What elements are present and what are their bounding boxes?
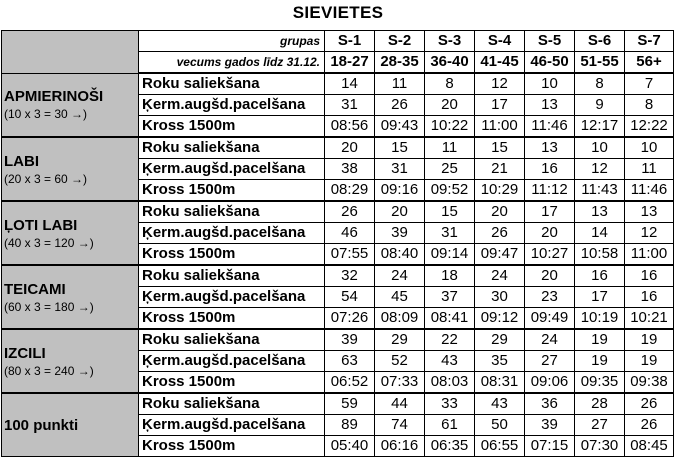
value-cell: 11:00 xyxy=(475,116,525,138)
value-cell: 08:09 xyxy=(375,308,425,330)
value-cell: 15 xyxy=(475,137,525,159)
groups-label: grupas xyxy=(139,31,325,52)
event-name: Roku saliekšana xyxy=(139,393,325,415)
value-cell: 16 xyxy=(575,265,625,287)
value-cell: 12:22 xyxy=(625,116,674,138)
value-cell: 10:22 xyxy=(425,116,475,138)
value-cell: 24 xyxy=(475,265,525,287)
value-cell: 14 xyxy=(575,223,625,244)
value-cell: 13 xyxy=(525,137,575,159)
age-range: 28-35 xyxy=(375,52,425,74)
event-name: Roku saliekšana xyxy=(139,137,325,159)
value-cell: 06:52 xyxy=(325,372,375,394)
header-row-groups xyxy=(2,31,674,52)
event-name: Ķerm.augšd.pacelšana xyxy=(139,415,325,436)
value-cell: 15 xyxy=(425,201,475,223)
value-cell: 09:49 xyxy=(525,308,575,330)
value-cell: 07:30 xyxy=(575,436,625,457)
table-row xyxy=(2,393,674,415)
level-name: 100 punkti xyxy=(4,416,79,434)
value-cell: 33 xyxy=(425,393,475,415)
value-cell: 39 xyxy=(525,415,575,436)
table-row xyxy=(2,201,674,223)
value-cell: 19 xyxy=(625,351,674,372)
value-cell: 29 xyxy=(375,329,425,351)
event-name: Ķerm.augšd.pacelšana xyxy=(139,351,325,372)
value-cell: 21 xyxy=(475,159,525,180)
value-cell: 8 xyxy=(425,73,475,95)
value-cell: 20 xyxy=(525,223,575,244)
level-cell xyxy=(2,393,139,457)
value-cell: 06:16 xyxy=(375,436,425,457)
value-cell: 09:14 xyxy=(425,244,475,266)
level-cell xyxy=(2,265,139,329)
value-cell: 08:31 xyxy=(475,372,525,394)
level-cell xyxy=(2,201,139,265)
value-cell: 08:56 xyxy=(325,116,375,138)
value-cell: 26 xyxy=(375,95,425,116)
group-code: S-6 xyxy=(575,31,625,52)
age-range: 18-27 xyxy=(325,52,375,74)
value-cell: 9 xyxy=(575,95,625,116)
table-row xyxy=(2,329,674,351)
value-cell: 16 xyxy=(625,287,674,308)
age-range: 36-40 xyxy=(425,52,475,74)
value-cell: 24 xyxy=(375,265,425,287)
value-cell: 24 xyxy=(525,329,575,351)
value-cell: 59 xyxy=(325,393,375,415)
value-cell: 09:43 xyxy=(375,116,425,138)
event-name: Kross 1500m xyxy=(139,244,325,266)
value-cell: 27 xyxy=(575,415,625,436)
group-code: S-2 xyxy=(375,31,425,52)
level-formula: (40 x 3 = 120 →) xyxy=(4,235,94,250)
value-cell: 37 xyxy=(425,287,475,308)
value-cell: 74 xyxy=(375,415,425,436)
value-cell: 10:21 xyxy=(625,308,674,330)
value-cell: 31 xyxy=(325,95,375,116)
value-cell: 10 xyxy=(575,137,625,159)
value-cell: 52 xyxy=(375,351,425,372)
value-cell: 05:40 xyxy=(325,436,375,457)
value-cell: 17 xyxy=(525,201,575,223)
level-formula: (60 x 3 = 180 →) xyxy=(4,299,94,314)
value-cell: 30 xyxy=(475,287,525,308)
event-name: Roku saliekšana xyxy=(139,201,325,223)
value-cell: 09:52 xyxy=(425,180,475,202)
value-cell: 19 xyxy=(575,329,625,351)
value-cell: 19 xyxy=(575,351,625,372)
value-cell: 15 xyxy=(375,137,425,159)
event-name: Roku saliekšana xyxy=(139,329,325,351)
value-cell: 08:40 xyxy=(375,244,425,266)
value-cell: 09:12 xyxy=(475,308,525,330)
event-name: Kross 1500m xyxy=(139,372,325,394)
age-range: 51-55 xyxy=(575,52,625,74)
value-cell: 31 xyxy=(425,223,475,244)
value-cell: 26 xyxy=(625,393,674,415)
value-cell: 11:46 xyxy=(625,180,674,202)
value-cell: 28 xyxy=(575,393,625,415)
value-cell: 50 xyxy=(475,415,525,436)
event-name: Kross 1500m xyxy=(139,116,325,138)
value-cell: 36 xyxy=(525,393,575,415)
value-cell: 12:17 xyxy=(575,116,625,138)
header-corner xyxy=(2,31,139,74)
value-cell: 7 xyxy=(625,73,674,95)
value-cell: 09:38 xyxy=(625,372,674,394)
table-row xyxy=(2,265,674,287)
event-name: Ķerm.augšd.pacelšana xyxy=(139,159,325,180)
value-cell: 11:46 xyxy=(525,116,575,138)
value-cell: 11 xyxy=(425,137,475,159)
event-name: Roku saliekšana xyxy=(139,265,325,287)
norms-table xyxy=(1,30,674,457)
age-range: 46-50 xyxy=(525,52,575,74)
value-cell: 10:29 xyxy=(475,180,525,202)
table-row xyxy=(2,137,674,159)
value-cell: 39 xyxy=(325,329,375,351)
value-cell: 07:33 xyxy=(375,372,425,394)
value-cell: 10:58 xyxy=(575,244,625,266)
value-cell: 07:15 xyxy=(525,436,575,457)
value-cell: 12 xyxy=(575,159,625,180)
value-cell: 26 xyxy=(625,415,674,436)
value-cell: 61 xyxy=(425,415,475,436)
value-cell: 07:55 xyxy=(325,244,375,266)
value-cell: 25 xyxy=(425,159,475,180)
value-cell: 14 xyxy=(325,73,375,95)
value-cell: 13 xyxy=(625,201,674,223)
value-cell: 20 xyxy=(525,265,575,287)
value-cell: 10:19 xyxy=(575,308,625,330)
value-cell: 26 xyxy=(325,201,375,223)
value-cell: 08:45 xyxy=(625,436,674,457)
value-cell: 11 xyxy=(375,73,425,95)
value-cell: 44 xyxy=(375,393,425,415)
value-cell: 43 xyxy=(425,351,475,372)
event-name: Ķerm.augšd.pacelšana xyxy=(139,223,325,244)
level-formula: (20 x 3 = 60 →) xyxy=(4,171,88,186)
value-cell: 31 xyxy=(375,159,425,180)
value-cell: 16 xyxy=(525,159,575,180)
value-cell: 10:27 xyxy=(525,244,575,266)
value-cell: 16 xyxy=(625,265,674,287)
value-cell: 08:29 xyxy=(325,180,375,202)
value-cell: 20 xyxy=(475,201,525,223)
value-cell: 32 xyxy=(325,265,375,287)
value-cell: 8 xyxy=(575,73,625,95)
event-name: Kross 1500m xyxy=(139,180,325,202)
value-cell: 06:35 xyxy=(425,436,475,457)
value-cell: 12 xyxy=(475,73,525,95)
value-cell: 17 xyxy=(575,287,625,308)
level-cell xyxy=(2,137,139,201)
age-range: 41-45 xyxy=(475,52,525,74)
value-cell: 08:03 xyxy=(425,372,475,394)
value-cell: 09:35 xyxy=(575,372,625,394)
page-title: SIEVIETES xyxy=(292,3,384,22)
group-code: S-7 xyxy=(625,31,674,52)
table-row xyxy=(2,73,674,95)
event-name: Ķerm.augšd.pacelšana xyxy=(139,287,325,308)
group-code: S-4 xyxy=(475,31,525,52)
value-cell: 13 xyxy=(525,95,575,116)
value-cell: 10 xyxy=(525,73,575,95)
value-cell: 06:55 xyxy=(475,436,525,457)
value-cell: 29 xyxy=(475,329,525,351)
value-cell: 54 xyxy=(325,287,375,308)
value-cell: 35 xyxy=(475,351,525,372)
value-cell: 63 xyxy=(325,351,375,372)
value-cell: 13 xyxy=(575,201,625,223)
value-cell: 11 xyxy=(625,159,674,180)
value-cell: 38 xyxy=(325,159,375,180)
event-name: Ķerm.augšd.pacelšana xyxy=(139,95,325,116)
value-cell: 19 xyxy=(625,329,674,351)
value-cell: 11:43 xyxy=(575,180,625,202)
level-name: IZCILI xyxy=(4,344,46,362)
age-label: vecums gados līdz 31.12. xyxy=(139,52,325,74)
event-name: Kross 1500m xyxy=(139,436,325,457)
value-cell: 39 xyxy=(375,223,425,244)
group-code: S-3 xyxy=(425,31,475,52)
value-cell: 17 xyxy=(475,95,525,116)
value-cell: 45 xyxy=(375,287,425,308)
value-cell: 8 xyxy=(625,95,674,116)
level-name: TEICAMI xyxy=(4,280,66,298)
level-cell xyxy=(2,73,139,137)
value-cell: 20 xyxy=(375,201,425,223)
value-cell: 20 xyxy=(425,95,475,116)
value-cell: 07:26 xyxy=(325,308,375,330)
value-cell: 26 xyxy=(475,223,525,244)
value-cell: 09:16 xyxy=(375,180,425,202)
value-cell: 23 xyxy=(525,287,575,308)
group-code: S-1 xyxy=(325,31,375,52)
value-cell: 09:06 xyxy=(525,372,575,394)
level-formula: (10 x 3 = 30 →) xyxy=(4,107,88,122)
value-cell: 89 xyxy=(325,415,375,436)
value-cell: 11:12 xyxy=(525,180,575,202)
value-cell: 12 xyxy=(625,223,674,244)
level-name: APMIERINOŠI xyxy=(4,88,104,106)
value-cell: 22 xyxy=(425,329,475,351)
age-range: 56+ xyxy=(625,52,674,74)
level-name: ĻOTI LABI xyxy=(4,216,78,234)
value-cell: 46 xyxy=(325,223,375,244)
value-cell: 10 xyxy=(625,137,674,159)
group-code: S-5 xyxy=(525,31,575,52)
event-name: Kross 1500m xyxy=(139,308,325,330)
level-cell xyxy=(2,329,139,393)
event-name: Roku saliekšana xyxy=(139,73,325,95)
value-cell: 43 xyxy=(475,393,525,415)
value-cell: 09:47 xyxy=(475,244,525,266)
value-cell: 11:00 xyxy=(625,244,674,266)
value-cell: 27 xyxy=(525,351,575,372)
value-cell: 18 xyxy=(425,265,475,287)
value-cell: 20 xyxy=(325,137,375,159)
value-cell: 08:41 xyxy=(425,308,475,330)
level-name: LABI xyxy=(4,152,39,170)
level-formula: (80 x 3 = 240 →) xyxy=(4,363,94,378)
